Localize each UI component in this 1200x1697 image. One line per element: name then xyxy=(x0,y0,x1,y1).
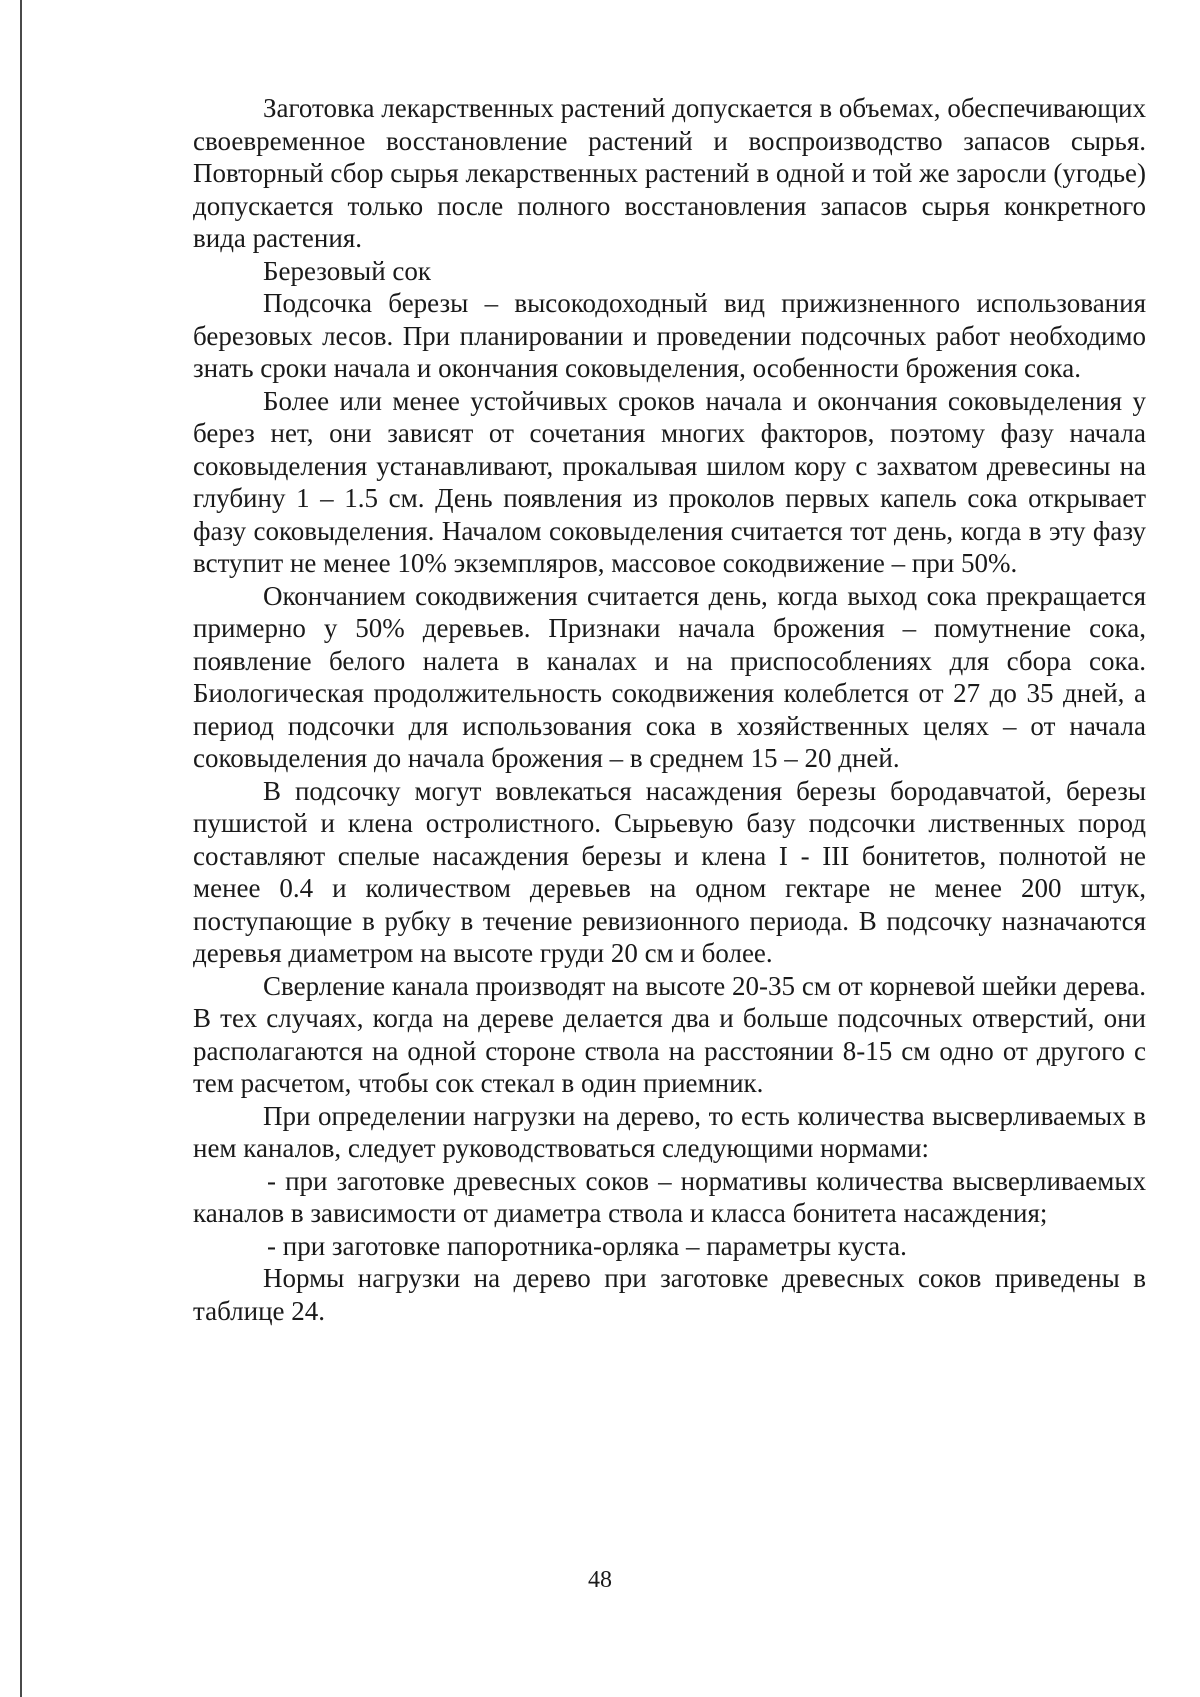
paragraph-birch-tapping: Подсочка березы – высокодоходный вид прижизненного использования березовых лесов. При планировании и проведении подсочных работ необходимо знать сроки начала и окончания соковыделения, особенности брожения сока. xyxy=(193,288,1146,383)
paragraph-sap-flow-end: Окончанием сокодвижения считается день, когда выход сока прекращается примерно у 50% деревьев. Признаки начала брожения – помутнение сока, появление белого налета в каналах и на приспособлениях для сбора сока. Биологическая продолжительность сокодвижения колеблется от 27 до 35 дней, а период подсочки для использования сока в хозяйственных целях – от начала соковыделения до начала брожения – в среднем 15 – 20 дней. xyxy=(193,580,1146,773)
paragraph-sap-flow-timing: Более или менее устойчивых сроков начала и окончания соковыделения у берез нет, они зависят от сочетания многих факторов, поэтому фазу начала соковыделения устанавливают, прокалывая шилом кору с захватом древесины на глубину 1 – 1.5 см. День появления из проколов первых капель сока открывает фазу соковыделения. Началом соковыделения считается тот день, когда в эту фазу вступит не менее 10% экземпляров, массовое сокодвижение – при 50%. xyxy=(193,385,1146,578)
list-item-bracken: - при заготовке папоротника-орляка – параметры куста. xyxy=(267,1230,907,1261)
section-heading-birch-sap: Березовый сок xyxy=(263,255,431,286)
list-item-tree-sap: - при заготовке древесных соков – нормативы количества высверливаемых каналов в зависимости от диаметра ствола и класса бонитета насаждения; xyxy=(193,1165,1146,1228)
scan-margin-line xyxy=(20,0,22,1697)
paragraph-load-norms: При определении нагрузки на дерево, то есть количества высверливаемых в нем каналов, следует руководствоваться следующими нормами: xyxy=(193,1100,1146,1163)
document-body xyxy=(193,92,1146,1327)
paragraph-drilling-channel: Сверление канала производят на высоте 20-35 см от корневой шейки дерева. В тех случаях, когда на дереве делается два и больше подсочных отверстий, они располагаются на одной стороне ствола на расстоянии 8-15 см одно от другого с тем расчетом, чтобы сок стекал в один приемник. xyxy=(193,970,1146,1098)
page-number: 48 xyxy=(588,1567,612,1593)
paragraph-harvesting-volumes: Заготовка лекарственных растений допускается в объемах, обеспечивающих своевременное восстановление растений и воспроизводство запасов сырья. Повторный сбор сырья лекарственных растений в одной и той же заросли (угодье) допускается только после полного восстановления запасов сырья конкретного вида растения. xyxy=(193,93,1146,253)
paragraph-table-reference: Нормы нагрузки на дерево при заготовке древесных соков приведены в таблице 24. xyxy=(193,1263,1146,1326)
paragraph-tapping-stands: В подсочку могут вовлекаться насаждения березы бородавчатой, березы пушистой и клена остролистного. Сырьевую базу подсочки лиственных пород составляют спелые насаждения березы и клена I - III бонитетов, полнотой не менее 0.4 и количеством деревьев на одном гектаре не менее 200 штук, поступающие в рубку в течение ревизионного периода. В подсочку назначаются деревья диаметром на высоте груди 20 см и более. xyxy=(193,775,1146,968)
